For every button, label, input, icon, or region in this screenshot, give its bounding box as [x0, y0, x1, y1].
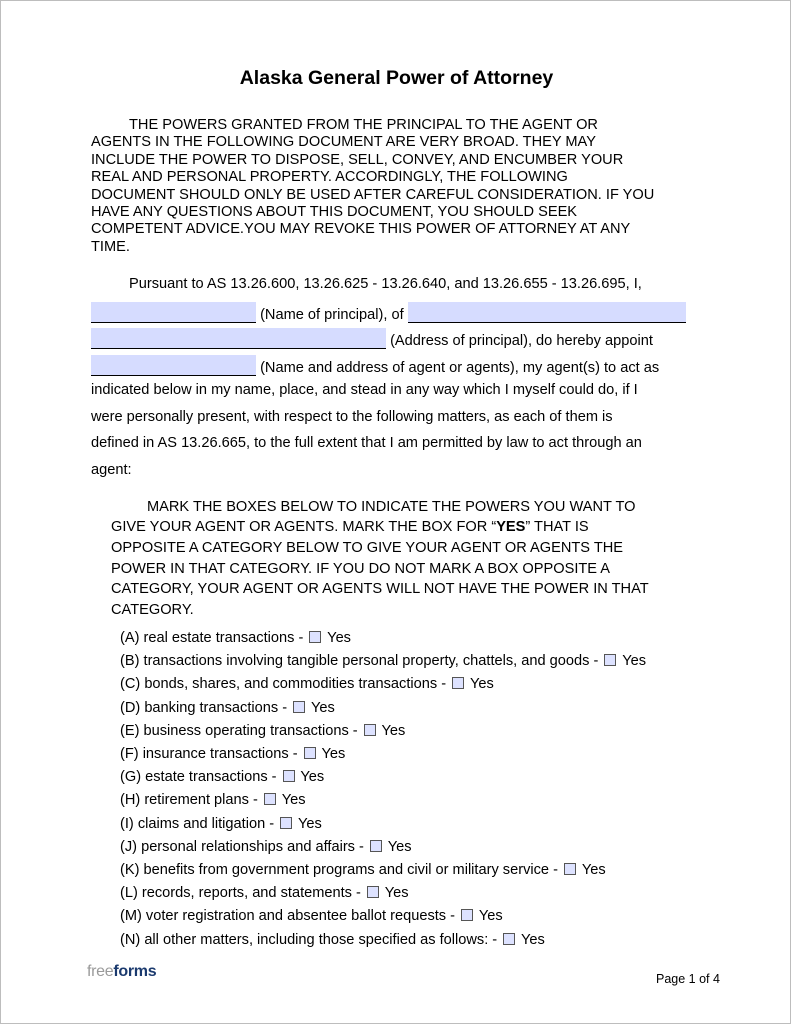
- power-label: (B) transactions involving tangible personal property, chattels, and goods -: [120, 653, 599, 670]
- principal-name-field[interactable]: [91, 302, 256, 323]
- power-label: (D) banking transactions -: [120, 699, 288, 716]
- warning-line: HAVE ANY QUESTIONS ABOUT THIS DOCUMENT, YOU SHOULD SEEK: [91, 204, 578, 220]
- yes-checkbox[interactable]: [264, 793, 276, 805]
- power-label: (C) bonds, shares, and commodities transactions -: [120, 676, 447, 693]
- yes-label: Yes: [387, 838, 412, 855]
- yes-checkbox[interactable]: [370, 840, 382, 852]
- name-label: (Name of principal), of: [260, 307, 404, 323]
- mark-line: CATEGORY.: [111, 602, 194, 619]
- yes-checkbox[interactable]: [283, 770, 295, 782]
- yes-checkbox[interactable]: [503, 933, 515, 945]
- power-label: (G) estate transactions -: [120, 769, 277, 786]
- freeforms-logo: [87, 963, 156, 981]
- power-item: [120, 792, 306, 809]
- power-label: (K) benefits from government programs and civil or military service -: [120, 862, 558, 878]
- yes-label: Yes: [281, 792, 306, 809]
- yes-checkbox[interactable]: [452, 677, 464, 689]
- power-label: (J) personal relationships and affairs -: [120, 838, 364, 855]
- power-label: (E) business operating transactions -: [120, 722, 358, 739]
- yes-checkbox[interactable]: [309, 631, 321, 643]
- power-item: [120, 885, 409, 902]
- yes-checkbox[interactable]: [461, 909, 473, 921]
- pursuant-line: defined in AS 13.26.665, to the full extent that I am permitted by law to act through an: [91, 435, 642, 451]
- power-item: [120, 839, 412, 856]
- power-item: [120, 700, 335, 717]
- yes-checkbox[interactable]: [364, 724, 376, 736]
- yes-checkbox[interactable]: [564, 863, 576, 875]
- yes-label: Yes: [381, 722, 406, 739]
- mark-line: CATEGORY, YOUR AGENT OR AGENTS WILL NOT HAVE THE POWER IN THAT: [111, 581, 649, 598]
- yes-checkbox[interactable]: [367, 886, 379, 898]
- power-item: [120, 769, 324, 786]
- pursuant-line: indicated below in my name, place, and stead in any way which I myself could do, if I: [91, 382, 638, 398]
- power-item: [120, 676, 494, 693]
- mark-line: OPPOSITE A CATEGORY BELOW TO GIVE YOUR AGENT OR AGENTS THE: [111, 540, 624, 556]
- pursuant-line: agent:: [91, 461, 132, 478]
- power-item: [120, 723, 405, 740]
- power-item: [120, 653, 646, 670]
- power-label: (F) insurance transactions -: [120, 746, 298, 762]
- yes-checkbox[interactable]: [604, 654, 616, 666]
- yes-checkbox[interactable]: [304, 747, 316, 759]
- power-item: [120, 630, 351, 647]
- pursuant-line: were personally present, with respect to the following matters, as each of them is: [91, 408, 613, 425]
- power-item: [120, 746, 345, 763]
- agent-label: (Name and address of agent or agents), my agent(s) to act as: [260, 360, 660, 376]
- yes-label: Yes: [622, 653, 647, 670]
- power-label: (N) all other matters, including those specified as follows: -: [120, 931, 498, 948]
- power-item: [120, 862, 606, 879]
- yes-label: Yes: [300, 769, 325, 786]
- yes-label: Yes: [521, 931, 545, 948]
- yes-label: Yes: [581, 862, 606, 878]
- power-label: (M) voter registration and absentee ballot requests -: [120, 908, 456, 925]
- logo-free: free: [87, 963, 114, 980]
- mark-line: [111, 519, 589, 536]
- agent-name-field[interactable]: [91, 355, 256, 376]
- power-item: [120, 816, 322, 833]
- warning-line: TIME.: [91, 238, 130, 255]
- mark-line: POWER IN THAT CATEGORY. IF YOU DO NOT MARK A BOX OPPOSITE A: [111, 560, 610, 577]
- logo-forms: forms: [113, 963, 157, 980]
- yes-label: Yes: [327, 630, 351, 646]
- page-title: Alaska General Power of Attorney: [239, 67, 554, 89]
- yes-label: Yes: [469, 676, 494, 693]
- mark-text: ” THAT IS: [525, 519, 589, 535]
- warning-line: COMPETENT ADVICE.YOU MAY REVOKE THIS POWER OF ATTORNEY AT ANY: [91, 221, 631, 238]
- warning-line: AGENTS IN THE FOLLOWING DOCUMENT ARE VERY BROAD. THEY MAY: [91, 134, 596, 151]
- yes-checkbox[interactable]: [280, 817, 292, 829]
- yes-label: Yes: [297, 815, 322, 832]
- yes-checkbox[interactable]: [293, 701, 305, 713]
- yes-label: Yes: [478, 908, 503, 925]
- warning-line: INCLUDE THE POWER TO DISPOSE, SELL, CONVEY, AND ENCUMBER YOUR: [91, 151, 624, 168]
- yes-label: Yes: [384, 885, 409, 902]
- yes-label: Yes: [321, 746, 346, 762]
- address-label: (Address of principal), do hereby appoint: [390, 333, 653, 349]
- power-label: (H) retirement plans -: [120, 792, 258, 809]
- power-label: (A) real estate transactions -: [120, 630, 304, 646]
- mark-text: GIVE YOUR AGENT OR AGENTS. MARK THE BOX FOR “: [111, 519, 497, 535]
- mark-line: MARK THE BOXES BELOW TO INDICATE THE POWERS YOU WANT TO: [147, 499, 636, 515]
- power-item: [120, 908, 503, 925]
- warning-line: REAL AND PERSONAL PROPERTY. ACCORDINGLY, THE FOLLOWING: [91, 169, 568, 186]
- principal-address-field-2[interactable]: [91, 328, 386, 349]
- mark-yes: YES: [496, 519, 526, 535]
- yes-label: Yes: [310, 699, 335, 716]
- power-label: (I) claims and litigation -: [120, 815, 275, 832]
- page-number: Page 1 of 4: [656, 972, 720, 986]
- principal-address-field[interactable]: [408, 302, 686, 323]
- warning-line: THE POWERS GRANTED FROM THE PRINCIPAL TO THE AGENT OR: [129, 117, 598, 133]
- warning-line: DOCUMENT SHOULD ONLY BE USED AFTER CAREFUL CONSIDERATION. IF YOU: [91, 186, 655, 203]
- pursuant-line: Pursuant to AS 13.26.600, 13.26.625 - 13.26.640, and 13.26.655 - 13.26.695, I,: [129, 276, 642, 292]
- power-item: [120, 932, 545, 949]
- power-label: (L) records, reports, and statements -: [120, 885, 361, 902]
